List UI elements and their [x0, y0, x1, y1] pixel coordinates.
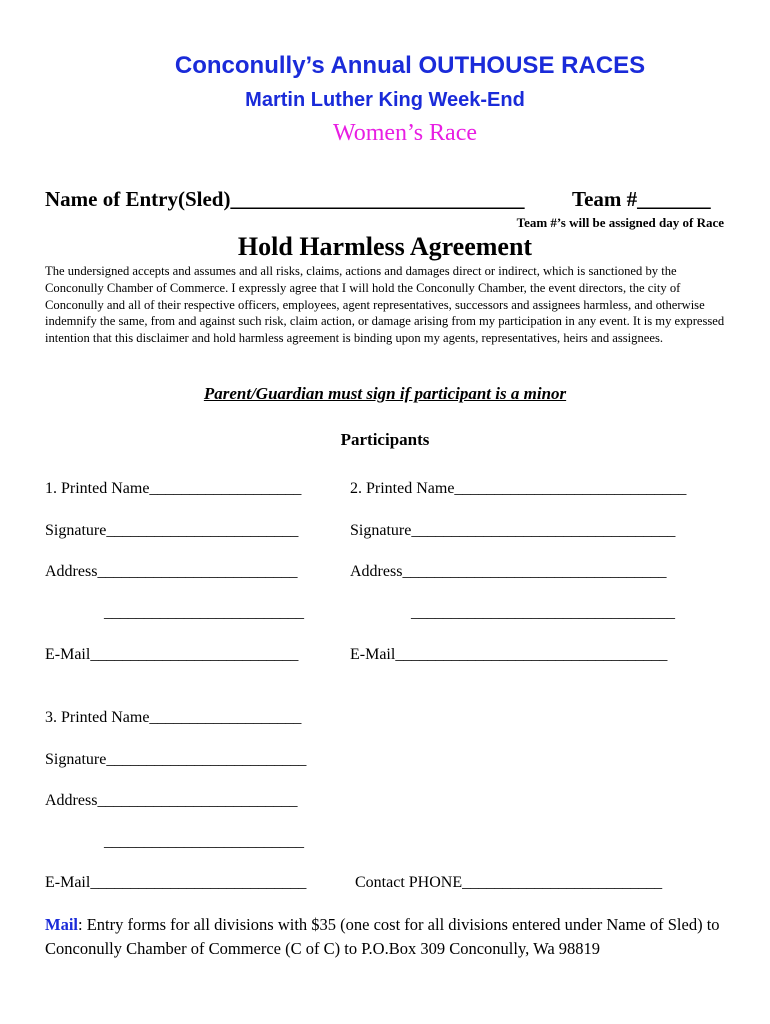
entry-name-field[interactable]: Name of Entry(Sled)____________________________ [45, 187, 525, 211]
mail-label: Mail [45, 915, 78, 934]
p3-email-field[interactable]: E-Mail___________________________ [45, 874, 307, 891]
p2-printed-name-field[interactable]: 2. Printed Name_____________________________ [350, 480, 687, 497]
p2-signature-field[interactable]: Signature_________________________________ [350, 522, 676, 539]
race-title: Women’s Race [332, 120, 478, 146]
p3-address-field[interactable]: Address_________________________ [45, 792, 298, 809]
p1-email-field[interactable]: E-Mail__________________________ [45, 646, 299, 663]
p3-address-line2-field[interactable]: _________________________ [104, 833, 304, 850]
p1-address-field[interactable]: Address_________________________ [45, 563, 298, 580]
mail-text: : Entry forms for all divisions with $35 (one cost for all divisions entered under Name of Sled) to Conconully Chamber of Commerce (C of C) to P.O.Box 309 Conconully, Wa 98819 [45, 915, 720, 958]
mail-instructions [45, 913, 735, 961]
p2-email-field[interactable]: E-Mail__________________________________ [350, 646, 668, 663]
team-note: Team #’s will be assigned day of Race [516, 215, 724, 230]
event-subtitle: Martin Luther King Week-End [245, 89, 525, 111]
p3-signature-field[interactable]: Signature_________________________ [45, 751, 307, 768]
contact-phone-field[interactable]: Contact PHONE_________________________ [355, 874, 663, 891]
p2-address-field[interactable]: Address_________________________________ [350, 563, 667, 580]
participants-heading: Participants [340, 430, 430, 449]
event-title: Conconully’s Annual OUTHOUSE RACES [174, 52, 646, 79]
p1-signature-field[interactable]: Signature________________________ [45, 522, 299, 539]
agreement-heading: Hold Harmless Agreement [237, 232, 533, 261]
p1-address-line2-field[interactable]: _________________________ [104, 604, 304, 621]
team-number-field[interactable]: Team #_______ [572, 187, 711, 211]
p1-printed-name-field[interactable]: 1. Printed Name___________________ [45, 480, 302, 497]
p2-address-line2-field[interactable]: _________________________________ [411, 604, 675, 621]
minor-notice: Parent/Guardian must sign if participant is a minor [203, 384, 567, 403]
p3-printed-name-field[interactable]: 3. Printed Name___________________ [45, 709, 302, 726]
agreement-text: The undersigned accepts and assumes and all risks, claims, actions and damages direct or indirect, which is sanctioned by the Conconully Chamber of Commerce. I expressly agree that I will hold the Conconully Chamber, the event directors, the city of Conconully and all of their respective officers, employees, agent representatives, successors and assignees harmless, and otherwise indemnify the same, from and against such risk, claim action, or damage arising from my participation in any event. It is my expressed intention that this disclaimer and hold harmless agreement is binding upon my agents, representatives, heirs and assignees. [45, 264, 725, 346]
